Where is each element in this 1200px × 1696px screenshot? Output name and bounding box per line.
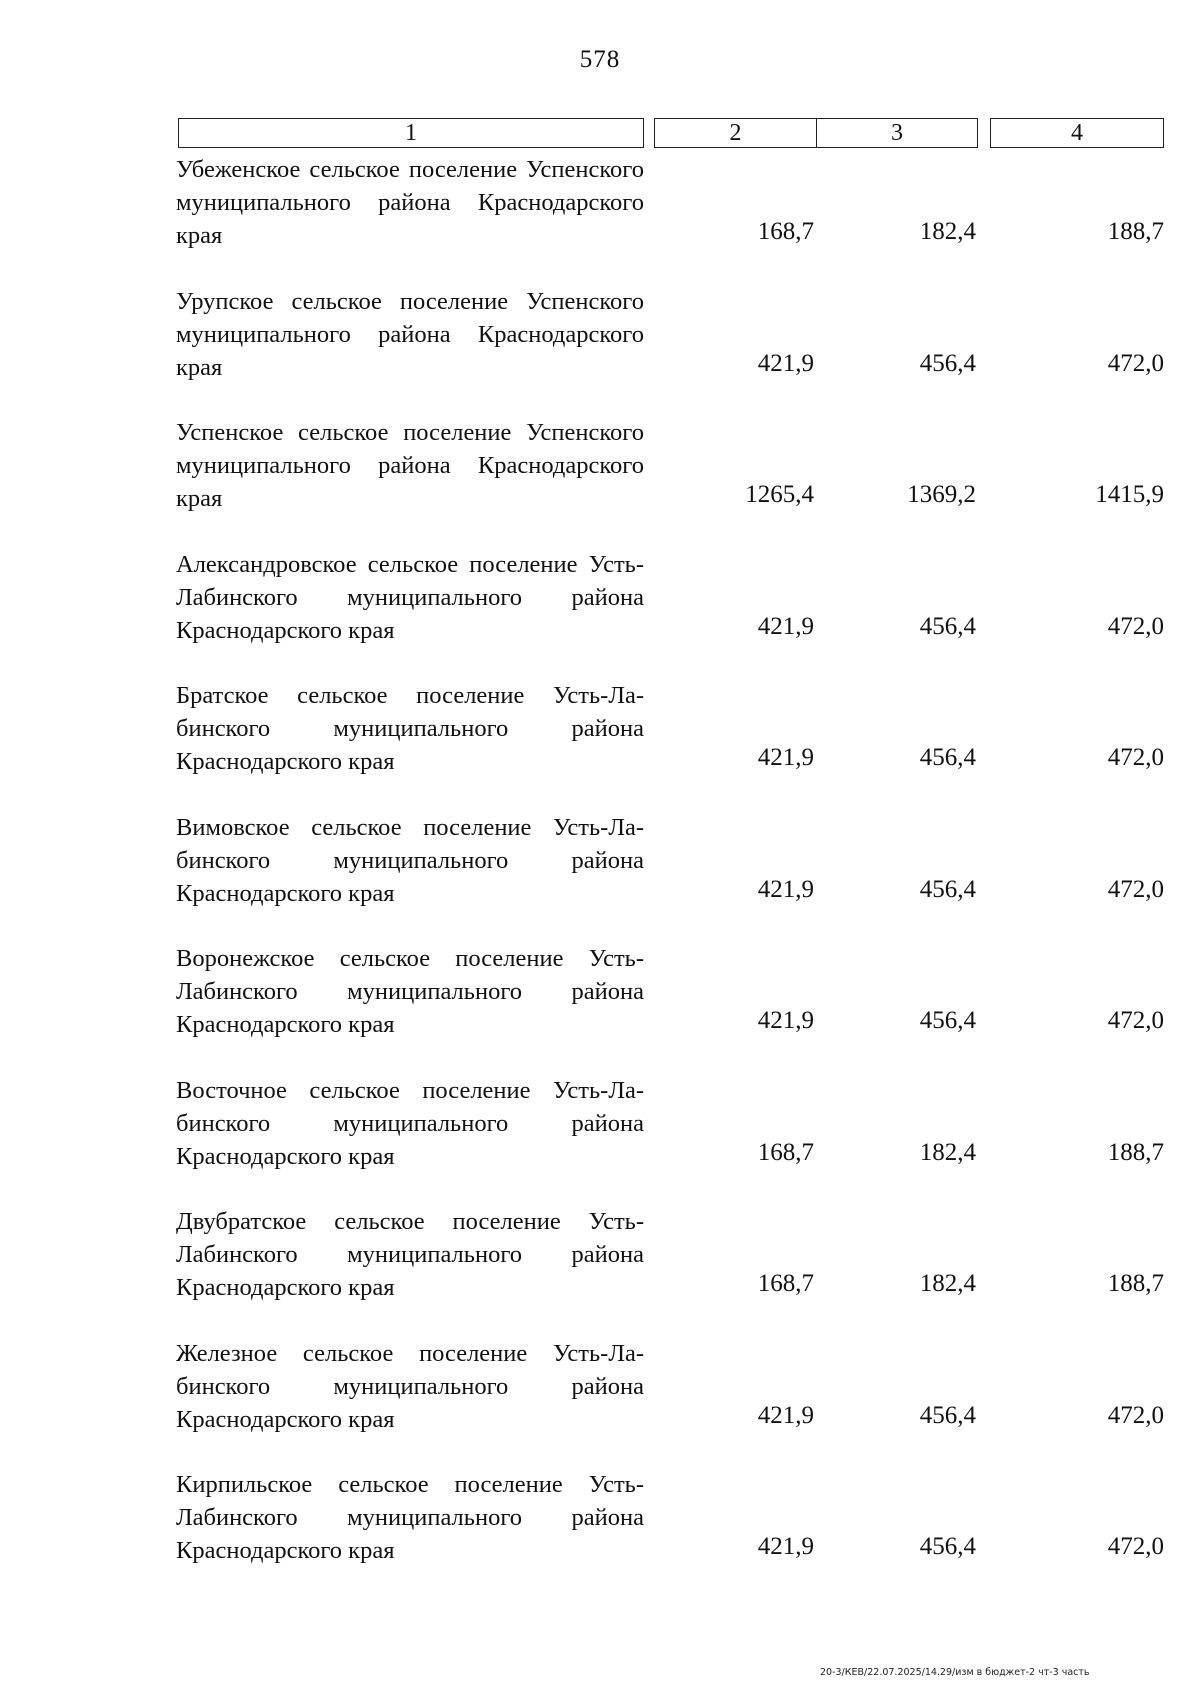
settlement-name: Воронежское сельское поселение Усть-Лабинского муниципального района Краснодарского края bbox=[176, 945, 644, 1038]
settlement-name: Двубратское сельское поселение Усть-Лабинского муниципального района Краснодарского края bbox=[176, 1208, 644, 1301]
value-col-3: 456,4 bbox=[919, 875, 976, 903]
header-col-4: 4 bbox=[990, 118, 1164, 148]
table-row bbox=[176, 1071, 1168, 1203]
value-col-3: 456,4 bbox=[919, 744, 976, 771]
value-col-2: 168,7 bbox=[757, 218, 814, 245]
table-row bbox=[176, 150, 1168, 282]
value-col-2: 421,9 bbox=[757, 1533, 814, 1560]
value-col-3: 456,4 bbox=[919, 612, 976, 640]
value-col-4: 472,0 bbox=[1107, 744, 1164, 771]
table-body bbox=[176, 150, 1168, 1597]
value-col-4: 188,7 bbox=[1107, 218, 1164, 245]
value-col-2: 421,9 bbox=[757, 875, 814, 903]
value-col-4: 472,0 bbox=[1107, 612, 1164, 640]
table-row bbox=[176, 1202, 1168, 1334]
settlement-name: Братское сельское поселение Усть-Лабинского муниципального района Краснодарского края bbox=[176, 682, 644, 775]
value-col-3: 456,4 bbox=[919, 1007, 976, 1034]
value-col-4: 188,7 bbox=[1107, 1270, 1164, 1297]
value-col-2: 421,9 bbox=[757, 612, 814, 640]
value-col-4: 472,0 bbox=[1107, 1007, 1164, 1034]
table-row bbox=[176, 1334, 1168, 1466]
value-col-4: 472,0 bbox=[1107, 1401, 1164, 1429]
value-col-4: 188,7 bbox=[1107, 1138, 1164, 1166]
value-col-2: 168,7 bbox=[757, 1270, 814, 1297]
value-col-2: 421,9 bbox=[757, 349, 814, 377]
value-col-2: 421,9 bbox=[757, 1007, 814, 1034]
header-col-1: 1 bbox=[178, 118, 644, 148]
settlement-name: Восточное сельское поселение Усть-Лабинского муниципального района Краснодарского края bbox=[176, 1076, 644, 1170]
settlement-name: Убеженское сельское поселение Успенского муниципального района Краснодарского края bbox=[176, 156, 644, 249]
table-row bbox=[176, 1465, 1168, 1597]
value-col-3: 456,4 bbox=[919, 1533, 976, 1560]
value-col-4: 1415,9 bbox=[1095, 481, 1164, 508]
value-col-3: 1369,2 bbox=[907, 481, 976, 508]
value-col-3: 182,4 bbox=[919, 1270, 976, 1297]
value-col-4: 472,0 bbox=[1107, 875, 1164, 903]
value-col-2: 421,9 bbox=[757, 744, 814, 771]
table-row bbox=[176, 939, 1168, 1071]
table-row bbox=[176, 282, 1168, 414]
settlement-name: Кирпильское сельское поселение Усть-Лабинского муниципального района Краснодарского края bbox=[176, 1471, 644, 1564]
settlement-name: Урупское сельское поселение Успенского муниципального района Краснодарского края bbox=[176, 287, 644, 381]
header-col-3: 3 bbox=[816, 118, 978, 148]
settlement-name: Александровское сельское поселение Усть-Лабинского муниципального района Краснодарского края bbox=[176, 550, 644, 644]
value-col-2: 1265,4 bbox=[745, 481, 814, 508]
value-col-3: 182,4 bbox=[919, 1138, 976, 1166]
table-row bbox=[176, 413, 1168, 545]
table-header bbox=[178, 118, 1168, 150]
value-col-4: 472,0 bbox=[1107, 1533, 1164, 1560]
settlement-name: Успенское сельское поселение Успенского муниципального района Краснодарского края bbox=[176, 419, 644, 512]
page-number: 578 bbox=[579, 46, 621, 73]
value-col-4: 472,0 bbox=[1107, 349, 1164, 377]
settlement-name: Вимовское сельское поселение Усть-Лабинского муниципального района Краснодарского края bbox=[176, 813, 644, 907]
value-col-3: 456,4 bbox=[919, 349, 976, 377]
value-col-3: 182,4 bbox=[919, 218, 976, 245]
settlement-name: Железное сельское поселение Усть-Лабинского муниципального района Краснодарского края bbox=[176, 1339, 644, 1433]
header-col-2: 2 bbox=[654, 118, 816, 148]
value-col-2: 168,7 bbox=[757, 1138, 814, 1166]
value-col-3: 456,4 bbox=[919, 1401, 976, 1429]
value-col-2: 421,9 bbox=[757, 1401, 814, 1429]
table-row bbox=[176, 676, 1168, 808]
footer-note: 20-3/КЕВ/22.07.2025/14.29/изм в бюджет-2 чт-3 часть bbox=[820, 1667, 1090, 1678]
table-row bbox=[176, 808, 1168, 940]
table-row bbox=[176, 545, 1168, 677]
